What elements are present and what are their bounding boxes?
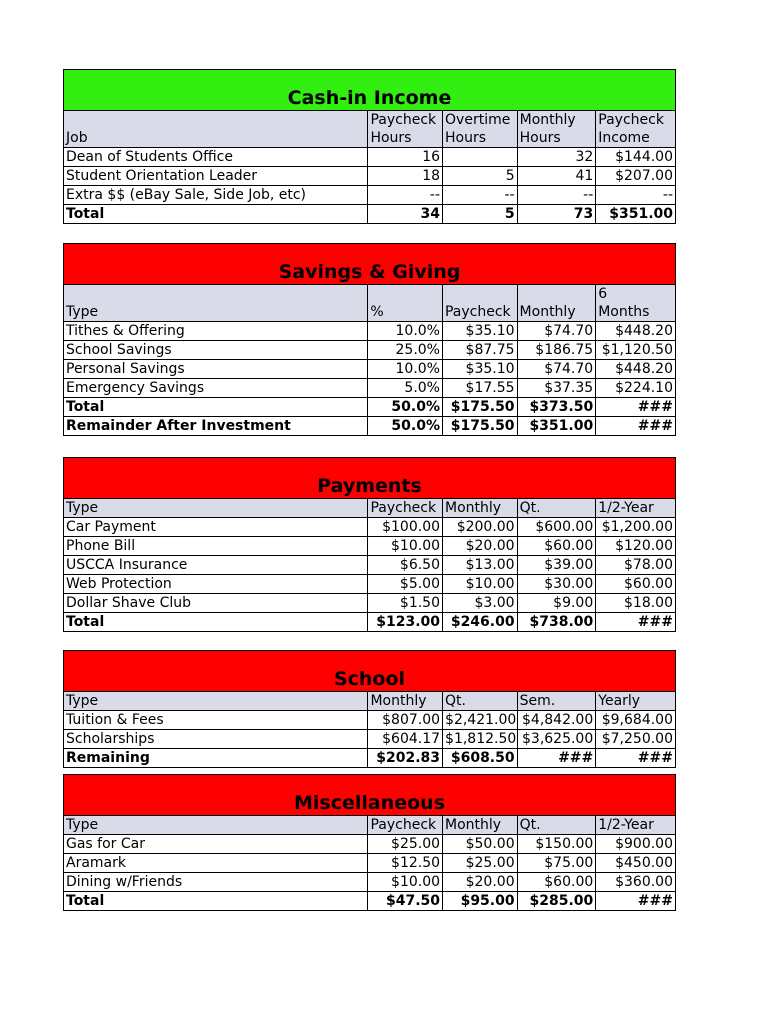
total-value: ### <box>596 613 676 632</box>
cell-value: $4,842.00 <box>517 711 596 730</box>
cell-value: $450.00 <box>596 854 676 873</box>
total-value: 5 <box>443 205 518 224</box>
total-label: Remainder After Investment <box>64 417 368 436</box>
row-label: Emergency Savings <box>64 379 368 398</box>
row-label: Car Payment <box>64 518 368 537</box>
column-header-1-2-year: 1/2-Year <box>596 499 676 518</box>
cell-value: $807.00 <box>368 711 443 730</box>
table-row <box>64 537 676 556</box>
total-label: Total <box>64 398 368 417</box>
cell-value: $360.00 <box>596 873 676 892</box>
total-value: $351.00 <box>596 205 676 224</box>
table-row <box>64 148 676 167</box>
cell-value: $900.00 <box>596 835 676 854</box>
column-header-sem: Sem. <box>517 692 596 711</box>
total-value: $351.00 <box>517 417 596 436</box>
column-header-qt: Qt. <box>517 499 596 518</box>
cell-value: 25.0% <box>368 341 443 360</box>
total-row <box>64 398 676 417</box>
total-row <box>64 613 676 632</box>
cell-value: $60.00 <box>517 873 596 892</box>
cell-value: $18.00 <box>596 594 676 613</box>
cell-value: $1,812.50 <box>443 730 518 749</box>
column-header-row <box>64 285 676 322</box>
section-title-row <box>64 70 676 111</box>
cell-value: $60.00 <box>517 537 596 556</box>
section-title: Savings & Giving <box>64 244 676 285</box>
cell-value: $2,421.00 <box>443 711 518 730</box>
table-row <box>64 186 676 205</box>
cell-value: $13.00 <box>443 556 518 575</box>
column-header-yearly: Yearly <box>596 692 676 711</box>
table-row <box>64 167 676 186</box>
total-label: Remaining <box>64 749 368 768</box>
row-label: Tuition & Fees <box>64 711 368 730</box>
total-value: $608.50 <box>443 749 518 768</box>
column-header-monthly: Monthly <box>443 816 518 835</box>
column-header-paycheck-hours: Paycheck Hours <box>368 111 443 148</box>
cell-value: $75.00 <box>517 854 596 873</box>
total-value: $202.83 <box>368 749 443 768</box>
row-label: Extra $$ (eBay Sale, Side Job, etc) <box>64 186 368 205</box>
column-header-monthly: Monthly <box>368 692 443 711</box>
total-label: Total <box>64 205 368 224</box>
total-value: $47.50 <box>368 892 443 911</box>
total-value: ### <box>596 398 676 417</box>
row-label: Tithes & Offering <box>64 322 368 341</box>
row-label: USCCA Insurance <box>64 556 368 575</box>
cell-value: $150.00 <box>517 835 596 854</box>
cell-value: 41 <box>517 167 596 186</box>
total-row <box>64 892 676 911</box>
total-value: $285.00 <box>517 892 596 911</box>
cell-value: $604.17 <box>368 730 443 749</box>
row-label: School Savings <box>64 341 368 360</box>
section-title: Miscellaneous <box>64 775 676 816</box>
total-value: 50.0% <box>368 398 443 417</box>
cell-value: $3,625.00 <box>517 730 596 749</box>
total-value: $95.00 <box>443 892 518 911</box>
cell-value: $120.00 <box>596 537 676 556</box>
total-row <box>64 205 676 224</box>
cash_in-grid <box>63 69 676 224</box>
cell-value: -- <box>443 186 518 205</box>
row-label: Aramark <box>64 854 368 873</box>
cell-value: $9.00 <box>517 594 596 613</box>
column-header-row <box>64 816 676 835</box>
cell-value: $10.00 <box>368 873 443 892</box>
row-label: Web Protection <box>64 575 368 594</box>
column-header-type: Type <box>64 692 368 711</box>
cell-value: 10.0% <box>368 322 443 341</box>
cell-value: 32 <box>517 148 596 167</box>
cell-value: $17.55 <box>442 379 517 398</box>
cell-value: $224.10 <box>596 379 676 398</box>
cell-value: $25.00 <box>443 854 518 873</box>
cell-value: $10.00 <box>368 537 443 556</box>
row-label: Dean of Students Office <box>64 148 368 167</box>
miscellaneous-table <box>63 774 676 911</box>
cell-value: $12.50 <box>368 854 443 873</box>
column-header-paycheck-income: Paycheck Income <box>596 111 676 148</box>
cell-value: $200.00 <box>443 518 518 537</box>
cell-value: $9,684.00 <box>596 711 676 730</box>
column-header-row <box>64 499 676 518</box>
column-header-1-2-year: 1/2-Year <box>596 816 676 835</box>
table-row <box>64 322 676 341</box>
section-title-row <box>64 458 676 499</box>
row-label: Scholarships <box>64 730 368 749</box>
table-row <box>64 594 676 613</box>
section-title: School <box>64 651 676 692</box>
table-row <box>64 341 676 360</box>
cell-value: $5.00 <box>368 575 443 594</box>
total-value: 50.0% <box>368 417 443 436</box>
column-header-type: Type <box>64 816 368 835</box>
total-value: $373.50 <box>517 398 596 417</box>
cell-value: $35.10 <box>442 360 517 379</box>
cell-value: $87.75 <box>442 341 517 360</box>
cell-value: $20.00 <box>443 537 518 556</box>
cell-value: $20.00 <box>443 873 518 892</box>
total-value: $246.00 <box>443 613 518 632</box>
row-label: Gas for Car <box>64 835 368 854</box>
column-header-6-months: 6 Months <box>596 285 676 322</box>
cell-value: -- <box>368 186 443 205</box>
payments-grid <box>63 457 676 632</box>
cell-value: 10.0% <box>368 360 443 379</box>
row-label: Personal Savings <box>64 360 368 379</box>
cell-value: $78.00 <box>596 556 676 575</box>
cell-value: $448.20 <box>596 360 676 379</box>
section-title: Cash-in Income <box>64 70 676 111</box>
misc-grid <box>63 774 676 911</box>
cell-value: $50.00 <box>443 835 518 854</box>
total-label: Total <box>64 892 368 911</box>
column-header-job: Job <box>64 111 368 148</box>
cell-value: -- <box>596 186 676 205</box>
cell-value: 18 <box>368 167 443 186</box>
table-row <box>64 518 676 537</box>
cell-value: $25.00 <box>368 835 443 854</box>
table-row <box>64 360 676 379</box>
cell-value: $7,250.00 <box>596 730 676 749</box>
total-label: Total <box>64 613 368 632</box>
total-value: ### <box>517 749 596 768</box>
cell-value: $600.00 <box>517 518 596 537</box>
total-value: ### <box>596 749 676 768</box>
cell-value: $74.70 <box>517 322 596 341</box>
table-row <box>64 556 676 575</box>
cell-value: $35.10 <box>442 322 517 341</box>
column-header-row <box>64 111 676 148</box>
total-value: $175.50 <box>442 398 517 417</box>
row-label: Dining w/Friends <box>64 873 368 892</box>
row-label: Phone Bill <box>64 537 368 556</box>
table-row <box>64 379 676 398</box>
cell-value <box>443 148 518 167</box>
column-header-type: Type <box>64 285 368 322</box>
table-row <box>64 854 676 873</box>
column-header-: % <box>368 285 443 322</box>
table-row <box>64 730 676 749</box>
column-header-monthly: Monthly <box>443 499 518 518</box>
cell-value: $186.75 <box>517 341 596 360</box>
table-row <box>64 575 676 594</box>
section-title-row <box>64 651 676 692</box>
school-table <box>63 650 676 768</box>
column-header-monthly-hours: Monthly Hours <box>517 111 596 148</box>
savings-giving-table <box>63 243 676 436</box>
cell-value: $1,120.50 <box>596 341 676 360</box>
cell-value: 5.0% <box>368 379 443 398</box>
column-header-paycheck: Paycheck <box>368 816 443 835</box>
section-title-row <box>64 244 676 285</box>
cell-value: $74.70 <box>517 360 596 379</box>
cash-in-income-table <box>63 69 676 224</box>
section-title: Payments <box>64 458 676 499</box>
table-row <box>64 835 676 854</box>
column-header-type: Type <box>64 499 368 518</box>
total-row <box>64 749 676 768</box>
total-value: 73 <box>517 205 596 224</box>
cell-value: $1.50 <box>368 594 443 613</box>
column-header-paycheck: Paycheck <box>368 499 443 518</box>
payments-table <box>63 457 676 632</box>
row-label: Student Orientation Leader <box>64 167 368 186</box>
total-value: ### <box>596 892 676 911</box>
cell-value: $144.00 <box>596 148 676 167</box>
cell-value: $30.00 <box>517 575 596 594</box>
total-value: $123.00 <box>368 613 443 632</box>
total-row <box>64 417 676 436</box>
total-value: $738.00 <box>517 613 596 632</box>
cell-value: $10.00 <box>443 575 518 594</box>
total-value: ### <box>596 417 676 436</box>
cell-value: $39.00 <box>517 556 596 575</box>
cell-value: $100.00 <box>368 518 443 537</box>
total-value: 34 <box>368 205 443 224</box>
column-header-overtime-hours: Overtime Hours <box>443 111 518 148</box>
table-row <box>64 873 676 892</box>
column-header-qt: Qt. <box>443 692 518 711</box>
school-grid <box>63 650 676 768</box>
column-header-row <box>64 692 676 711</box>
cell-value: 5 <box>443 167 518 186</box>
cell-value: $6.50 <box>368 556 443 575</box>
row-label: Dollar Shave Club <box>64 594 368 613</box>
cell-value: $207.00 <box>596 167 676 186</box>
column-header-qt: Qt. <box>517 816 596 835</box>
table-row <box>64 711 676 730</box>
cell-value: $448.20 <box>596 322 676 341</box>
savings-grid <box>63 243 676 436</box>
cell-value: $1,200.00 <box>596 518 676 537</box>
cell-value: -- <box>517 186 596 205</box>
column-header-paycheck: Paycheck <box>442 285 517 322</box>
section-title-row <box>64 775 676 816</box>
cell-value: $37.35 <box>517 379 596 398</box>
total-value: $175.50 <box>442 417 517 436</box>
cell-value: $3.00 <box>443 594 518 613</box>
column-header-monthly: Monthly <box>517 285 596 322</box>
cell-value: $60.00 <box>596 575 676 594</box>
cell-value: 16 <box>368 148 443 167</box>
